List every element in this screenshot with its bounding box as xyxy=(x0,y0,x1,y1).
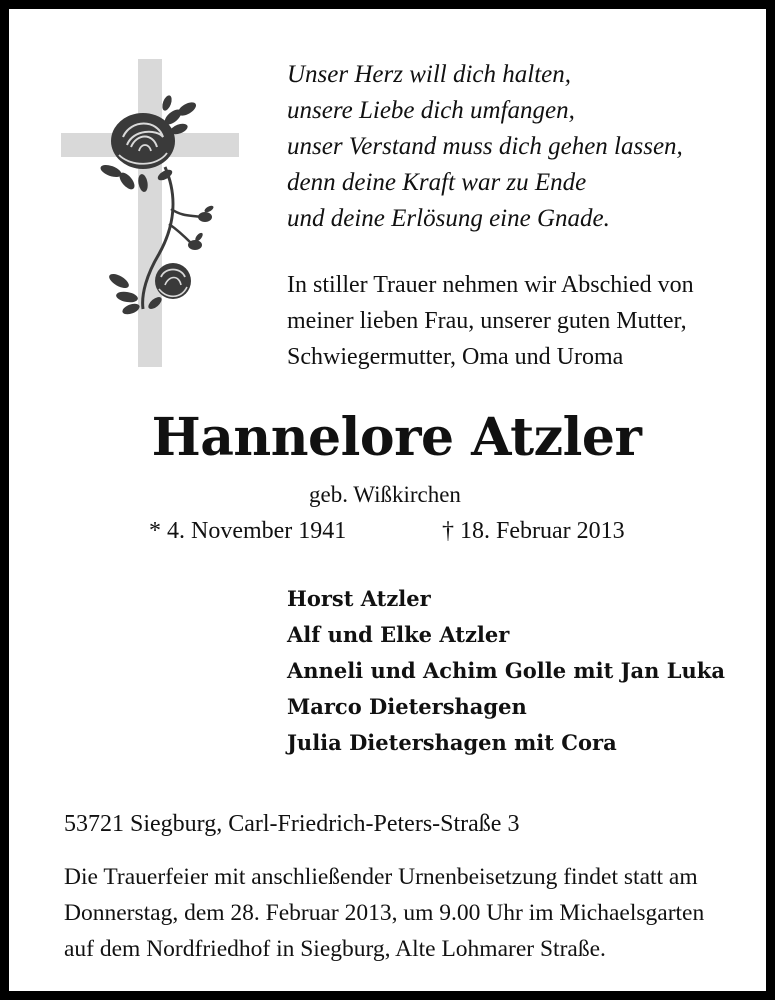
family-address: 53721 Siegburg, Carl-Friedrich-Peters-Straße 3 xyxy=(64,811,520,837)
maiden-name: geb. Wißkirchen xyxy=(309,482,461,507)
poem-line: unsere Liebe dich umfangen, xyxy=(287,97,575,124)
intro-text xyxy=(287,267,757,375)
family-member: Anneli und Achim Golle mit Jan Luka xyxy=(287,658,725,683)
intro-line: In stiller Trauer nehmen wir Abschied von xyxy=(287,272,694,298)
service-details xyxy=(64,859,744,967)
poem-line: unser Verstand muss dich gehen lassen, xyxy=(287,133,683,160)
poem-line: denn deine Kraft war zu Ende xyxy=(287,169,587,196)
deceased-name: Hannelore Atzler xyxy=(151,407,642,468)
intro-line: Schwiegermutter, Oma und Uroma xyxy=(287,344,624,370)
birth-date: * 4. November 1941 xyxy=(149,518,347,544)
family-member: Alf und Elke Atzler xyxy=(287,622,510,647)
poem xyxy=(287,57,757,237)
service-line: Die Trauerfeier mit anschließender Urnenbeisetzung findet statt am xyxy=(64,864,698,890)
cross-with-roses-icon xyxy=(61,59,239,367)
family-member: Horst Atzler xyxy=(287,586,431,611)
service-line: auf dem Nordfriedhof in Siegburg, Alte Lohmarer Straße. xyxy=(64,936,606,962)
poem-line: und deine Erlösung eine Gnade. xyxy=(287,205,610,232)
poem-line: Unser Herz will dich halten, xyxy=(287,61,572,88)
service-line: Donnerstag, dem 28. Februar 2013, um 9.00 Uhr im Michaelsgarten xyxy=(64,900,705,926)
death-date: † 18. Februar 2013 xyxy=(442,518,625,544)
family-list xyxy=(287,581,725,761)
intro-line: meiner lieben Frau, unserer guten Mutter, xyxy=(287,308,687,334)
family-member: Marco Dietershagen xyxy=(287,694,527,719)
family-member: Julia Dietershagen mit Cora xyxy=(287,730,617,755)
